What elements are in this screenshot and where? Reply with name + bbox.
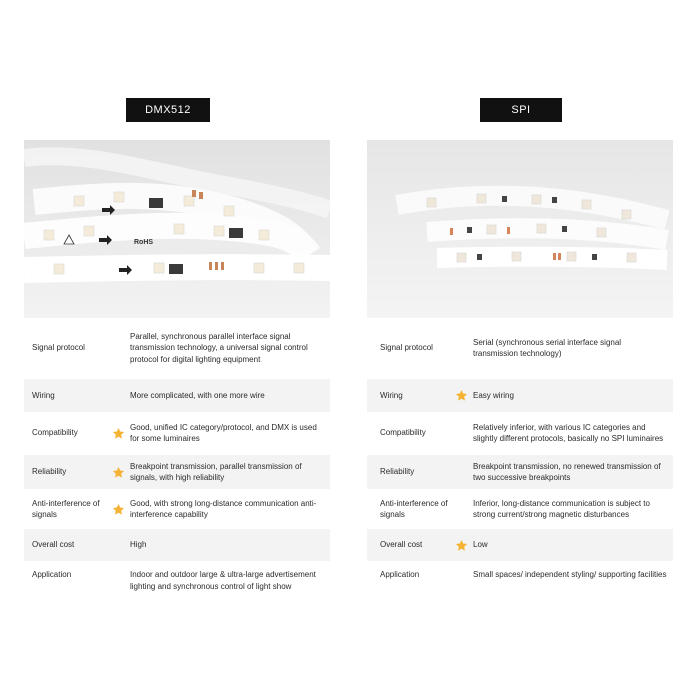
row-label: Signal protocol [32, 343, 85, 353]
row-value: Indoor and outdoor large & ultra-large advertisement lighting and synchronous control of light show [130, 570, 316, 591]
row-label: Compatibility [380, 428, 426, 438]
row-signal-protocol [367, 325, 673, 371]
row-value: Serial (synchronous serial interface signal transmission technology) [473, 337, 622, 358]
row-anti-interference [24, 492, 330, 526]
row-label: Anti-interference of signals [32, 498, 100, 519]
row-label: Application [380, 570, 420, 579]
column-title-spi: SPI [480, 98, 562, 122]
star-icon [106, 427, 130, 440]
row-value: Breakpoint transmission, parallel transmission of signals, with high reliability [130, 461, 302, 482]
row-overall-cost [367, 529, 673, 561]
row-overall-cost [24, 529, 330, 561]
column-title-dmx512: DMX512 [126, 98, 210, 122]
row-compatibility [367, 414, 673, 452]
star-icon [106, 503, 130, 516]
row-value: More complicated, with one more wire [130, 390, 265, 400]
row-reliability [24, 455, 330, 489]
row-anti-interference [367, 492, 673, 526]
dmx512-led-strip-photo [24, 140, 330, 318]
row-reliability [367, 455, 673, 489]
row-label: Signal protocol [380, 343, 433, 353]
row-value: Breakpoint transmission, no renewed transmission of two successive breakpoints [473, 461, 661, 482]
row-label: Wiring [380, 390, 403, 400]
row-application [24, 566, 330, 606]
star-icon [449, 539, 473, 552]
row-label: Reliability [32, 467, 67, 477]
row-wiring [367, 379, 673, 412]
row-signal-protocol [24, 325, 330, 371]
row-label: Anti-interference of signals [380, 498, 448, 519]
row-compatibility [24, 416, 330, 450]
row-wiring [24, 379, 330, 412]
row-label: Overall cost [32, 540, 75, 550]
row-label: Reliability [380, 467, 415, 477]
rohs-mark: RoHS [134, 239, 154, 246]
row-value: Good, with strong long-distance communication anti-interference capability [130, 498, 317, 519]
row-label: Application [32, 570, 72, 579]
row-label: Overall cost [380, 540, 423, 550]
star-icon [449, 389, 473, 402]
row-value: High [130, 540, 147, 550]
row-value: Parallel, synchronous parallel interface signal transmission technology, a universal signal control protocol for digital lighting equipment [130, 331, 308, 364]
row-application [367, 566, 673, 606]
spi-led-strip-photo [367, 140, 673, 318]
row-value: Inferior, long-distance communication is subject to strong current/strong magnetic disturbances [473, 498, 650, 519]
row-label: Wiring [32, 390, 55, 400]
row-value: Small spaces/ independent styling/ supporting facilities [473, 570, 667, 579]
star-icon [106, 466, 130, 479]
row-value: Good, unified IC category/protocol, and DMX is used for some luminaires [130, 422, 317, 443]
row-value: Relatively inferior, with various IC categories and slightly different protocols, basically no SPI luminaires [473, 422, 664, 443]
row-value: Low [473, 540, 488, 550]
row-value: Easy wiring [473, 390, 514, 400]
row-label: Compatibility [32, 428, 78, 438]
